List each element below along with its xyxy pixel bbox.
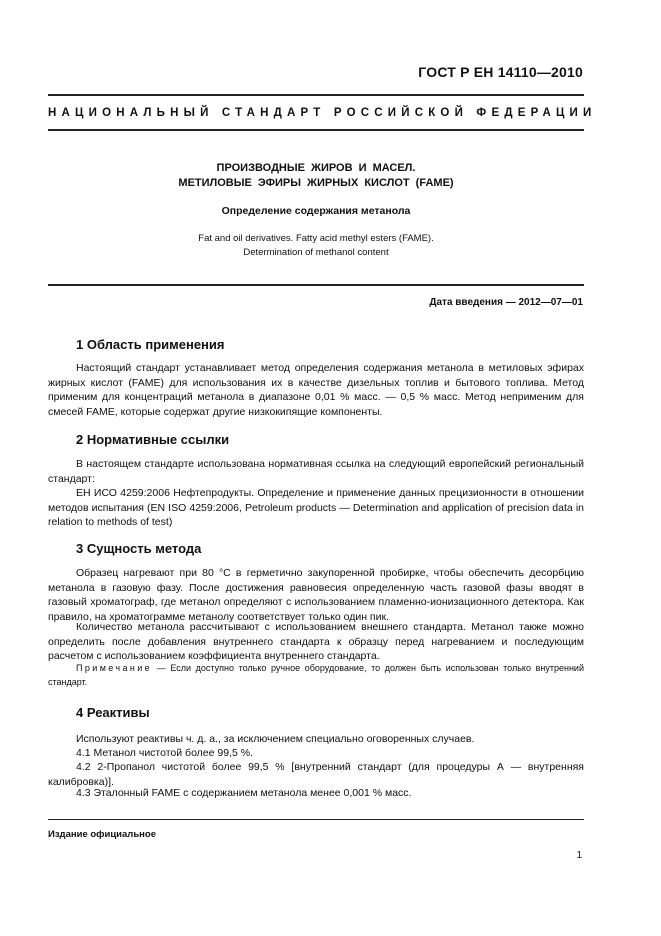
section-1-heading: 1 Область применения bbox=[76, 337, 225, 352]
section-2-paragraph-2 bbox=[48, 486, 584, 530]
section-2-paragraph-1 bbox=[48, 457, 584, 486]
section-1-text: Настоящий стандарт устанавливает метод определения содержания метанола в метиловых эфирах жирных кислот (FAME) для использования их в качестве дизельных топлив и бытового топлива. Метод применим для концентраций метанола в диапазоне 0,01 % масс. — 0,5 % масс. Метод неприменим для смесей FAME, которые содержат другие низкокипящие компоненты. bbox=[48, 362, 584, 418]
section-2-text-1: В настоящем стандарте использована нормативная ссылка на следующий европейский региональный стандарт: bbox=[48, 458, 584, 485]
document-title bbox=[48, 161, 584, 191]
footer-rule bbox=[48, 819, 584, 820]
english-title bbox=[48, 232, 584, 260]
title-rule bbox=[48, 284, 584, 286]
title-line-2: МЕТИЛОВЫЕ ЭФИРЫ ЖИРНЫХ КИСЛОТ (FAME) bbox=[178, 177, 454, 189]
section-3-text-1: Образец нагревают при 80 °С в герметично закупоренной пробирке, чтобы обеспечить десорбцию метанола в газовую фазу. После достижения равновесия определенную часть газовой фазы вводят в газовый хроматограф, где метанол определяют с использованием пламенно-ионизационного детектора. Как правило, на хроматограмме метанолу соответствует только один пик. bbox=[48, 567, 584, 623]
top-rule bbox=[48, 94, 584, 96]
section-2-text-2: ЕН ИСО 4259:2006 Нефтепродукты. Определение и применение данных прецизионности в отношении методов испытания (EN ISO 4259:2006, Petroleum products — Determination and application of precision data in relation to methods of test) bbox=[48, 487, 584, 528]
section-4-item-1 bbox=[48, 746, 584, 761]
section-4-text-2: 4.1 Метанол чистотой более 99,5 %. bbox=[76, 747, 254, 759]
national-rule bbox=[48, 129, 584, 131]
section-4-text-3: 4.2 2-Пропанол чистотой более 99,5 % [внутренний стандарт (для процедуры А — внутренняя калибровка)]. bbox=[48, 761, 584, 788]
title-line-1: ПРОИЗВОДНЫЕ ЖИРОВ И МАСЕЛ. bbox=[216, 162, 416, 174]
english-title-line-1: Fat and oil derivatives. Fatty acid methyl esters (FAME). bbox=[198, 233, 434, 244]
section-4-paragraph-1 bbox=[48, 732, 584, 747]
section-4-item-2 bbox=[48, 760, 584, 789]
section-4-item-3 bbox=[48, 786, 584, 801]
official-edition-label: Издание официальное bbox=[48, 829, 156, 840]
section-4-text-4: 4.3 Эталонный FAME с содержанием метанола менее 0,001 % масс. bbox=[76, 787, 412, 799]
national-standard-line: НАЦИОНАЛЬНЫЙ СТАНДАРТ РОССИЙСКОЙ ФЕДЕРАЦИИ bbox=[48, 107, 597, 119]
note-label: Примечание bbox=[76, 663, 153, 673]
english-title-line-2: Determination of methanol content bbox=[243, 247, 389, 258]
section-3-heading: 3 Сущность метода bbox=[76, 541, 202, 556]
page-number: 1 bbox=[576, 850, 582, 861]
section-4-text-1: Используют реактивы ч. д. а., за исключением специально оговоренных случаев. bbox=[76, 733, 475, 745]
section-2-heading: 2 Нормативные ссылки bbox=[76, 432, 230, 447]
section-1-paragraph bbox=[48, 361, 584, 419]
standard-code: ГОСТ Р ЕН 14110—2010 bbox=[418, 64, 583, 80]
section-3-paragraph-2 bbox=[48, 620, 584, 664]
note-text: — Если доступно только ручное оборудование, то должен быть использован только внутренний стандарт. bbox=[48, 663, 584, 687]
introduction-date: Дата введения — 2012—07—01 bbox=[429, 297, 583, 308]
section-3-note bbox=[48, 661, 584, 689]
document-subtitle: Определение содержания метанола bbox=[221, 205, 411, 217]
section-3-text-2: Количество метанола рассчитывают с использованием внешнего стандарта. Метанол также можно определить после добавления внутреннего стандарта к образцу перед нагреванием и последующим расчетом с использованием коэффициента внутреннего стандарта. bbox=[48, 621, 584, 662]
section-3-paragraph-1 bbox=[48, 566, 584, 624]
section-4-heading: 4 Реактивы bbox=[76, 705, 150, 720]
